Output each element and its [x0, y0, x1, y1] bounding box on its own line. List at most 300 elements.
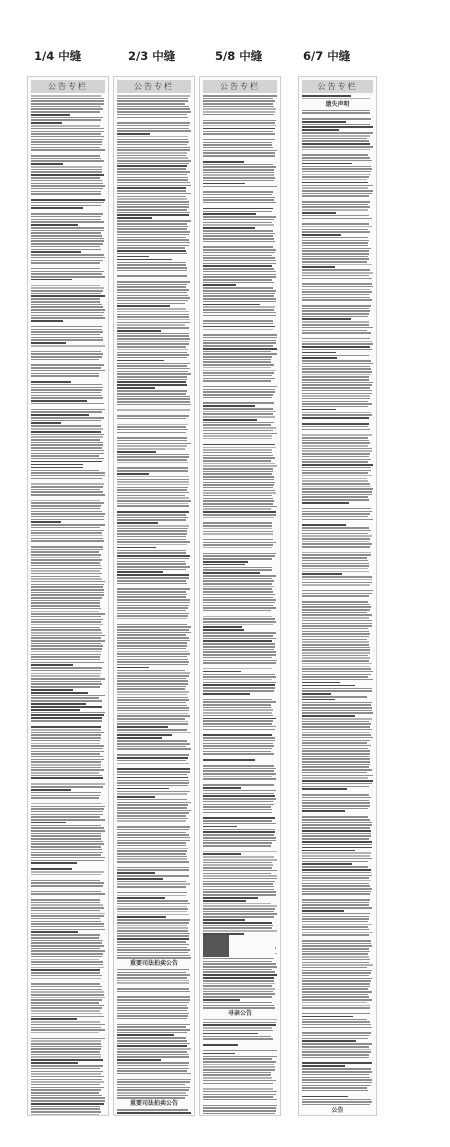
text-line — [31, 948, 100, 950]
column-header: 公告专栏 — [117, 80, 191, 93]
text-line — [203, 375, 272, 377]
text-line — [117, 451, 156, 453]
text-line — [31, 467, 83, 469]
text-line — [117, 379, 187, 381]
text-line — [203, 1069, 275, 1071]
text-line — [302, 478, 367, 480]
text-line — [31, 317, 105, 319]
text-line — [117, 256, 149, 258]
text-line — [117, 550, 186, 552]
text-line — [31, 502, 104, 504]
text-line — [31, 792, 101, 794]
text-line — [302, 772, 367, 774]
text-line — [302, 266, 335, 268]
text-line — [302, 671, 373, 673]
text-line — [117, 226, 188, 228]
text-line — [31, 732, 104, 734]
text-line — [117, 284, 187, 286]
text-line — [31, 819, 105, 821]
text-line — [31, 686, 100, 688]
text-line — [302, 209, 368, 211]
text-line — [117, 443, 191, 445]
text-line — [31, 442, 103, 444]
text-line — [31, 193, 101, 195]
text-line — [302, 869, 371, 871]
text-line — [302, 357, 337, 359]
text-line — [117, 487, 188, 489]
text-line — [302, 986, 370, 988]
text-line — [117, 972, 186, 974]
text-line — [203, 166, 276, 168]
text-line — [203, 98, 273, 100]
text-line — [203, 966, 277, 968]
text-line — [203, 222, 272, 224]
text-line — [117, 680, 188, 682]
text-line — [117, 957, 191, 959]
text-line — [117, 1081, 190, 1083]
text-line — [302, 623, 372, 625]
text-line — [302, 488, 373, 490]
text-line — [203, 676, 276, 678]
text-line — [31, 748, 103, 750]
text-line — [117, 179, 188, 181]
text-line — [31, 549, 103, 551]
text-line — [203, 607, 276, 609]
text-line — [203, 152, 275, 154]
text-line — [203, 980, 274, 982]
text-line — [31, 475, 105, 477]
text-line — [31, 439, 100, 441]
text-line — [117, 832, 186, 834]
text-line — [117, 338, 190, 340]
text-line — [302, 226, 372, 228]
text-line — [117, 479, 189, 481]
text-line — [203, 1002, 272, 1004]
text-line — [117, 897, 165, 899]
text-line — [203, 974, 277, 976]
text-line — [31, 578, 102, 580]
text-line — [31, 761, 101, 763]
text-line — [117, 242, 190, 244]
text-line — [302, 904, 369, 906]
text-line — [302, 445, 368, 447]
text-line — [31, 789, 71, 791]
text-line — [31, 1056, 101, 1058]
text-line — [117, 878, 163, 880]
text-line — [203, 95, 277, 97]
text-line — [31, 450, 104, 452]
text-line — [302, 827, 370, 829]
text-line — [302, 95, 351, 97]
text-line — [203, 1027, 272, 1029]
text-line — [31, 144, 102, 146]
text-line — [203, 602, 275, 604]
text-line — [117, 327, 189, 329]
text-line — [302, 1085, 371, 1087]
text-line — [302, 387, 370, 389]
text-line — [203, 905, 277, 907]
text-line — [31, 100, 104, 102]
text-line — [302, 590, 373, 592]
text-line — [302, 409, 336, 411]
text-line — [117, 190, 186, 192]
text-line — [31, 978, 101, 980]
text-line — [31, 202, 104, 204]
text-line — [302, 732, 370, 734]
text-line — [31, 767, 101, 769]
text-line — [203, 128, 275, 130]
ad-column-six-sevenths — [298, 76, 377, 1116]
text-line — [302, 324, 369, 326]
text-line — [31, 600, 100, 602]
text-line — [117, 774, 187, 776]
text-line — [203, 177, 275, 179]
text-line — [117, 500, 191, 502]
text-line — [203, 1050, 277, 1052]
text-line — [302, 948, 369, 950]
text-line — [31, 276, 105, 278]
text-line — [117, 867, 189, 869]
text-line — [302, 371, 372, 373]
text-line — [302, 283, 372, 285]
text-line — [117, 577, 189, 579]
text-line — [117, 1002, 189, 1004]
text-line — [203, 455, 273, 457]
text-line — [203, 765, 274, 767]
text-line — [203, 621, 276, 623]
text-line — [117, 459, 187, 461]
text-line — [302, 1016, 353, 1018]
text-line — [203, 246, 273, 248]
text-line — [302, 461, 368, 463]
text-line — [302, 519, 373, 521]
column-header: 公告专栏 — [31, 80, 105, 93]
text-line — [203, 1044, 238, 1046]
text-line — [117, 944, 189, 946]
text-line — [117, 820, 186, 822]
text-line — [302, 541, 369, 543]
text-line — [203, 460, 271, 462]
text-line — [302, 833, 371, 835]
text-line — [203, 1110, 276, 1112]
text-line — [203, 495, 272, 497]
text-line — [31, 381, 71, 383]
text-line — [203, 408, 273, 410]
text-line — [117, 212, 190, 214]
text-line — [117, 626, 191, 628]
text-line — [203, 320, 273, 322]
text-line — [31, 141, 102, 143]
text-line — [31, 106, 101, 108]
column-body — [200, 95, 280, 1116]
text-line — [302, 1013, 370, 1015]
text-line — [203, 194, 272, 196]
text-line — [31, 464, 83, 466]
text-line — [302, 926, 368, 928]
text-line — [203, 323, 273, 325]
text-line — [31, 290, 103, 292]
text-line — [302, 560, 368, 562]
text-line — [117, 613, 189, 615]
text-line — [203, 131, 273, 133]
text-line — [203, 900, 246, 902]
text-line — [117, 991, 190, 993]
text-line — [203, 263, 276, 265]
text-line — [31, 1108, 100, 1110]
text-line — [302, 240, 369, 242]
text-line — [31, 155, 100, 157]
text-line — [117, 1040, 187, 1042]
text-line — [31, 726, 101, 728]
text-line — [203, 632, 276, 634]
text-line — [31, 375, 99, 377]
text-line — [302, 121, 346, 123]
text-line — [203, 911, 274, 913]
text-line — [31, 893, 105, 895]
text-line — [203, 555, 275, 557]
text-line — [302, 557, 367, 559]
text-line — [117, 853, 186, 855]
text-line — [302, 794, 369, 796]
text-line — [117, 201, 189, 203]
text-line — [31, 697, 99, 699]
text-line — [302, 783, 372, 785]
text-line — [117, 541, 190, 543]
text-line — [31, 447, 102, 449]
text-line — [302, 480, 368, 482]
text-line — [117, 160, 191, 162]
text-line — [31, 174, 104, 176]
text-line — [302, 1104, 370, 1106]
text-line — [31, 312, 104, 314]
text-line — [31, 662, 104, 664]
text-line — [302, 668, 371, 670]
text-line — [117, 637, 189, 639]
text-line — [31, 1089, 101, 1091]
text-line — [31, 345, 105, 347]
text-line — [302, 830, 371, 832]
text-line — [31, 1029, 105, 1031]
text-line — [302, 486, 371, 488]
text-line — [203, 452, 272, 454]
text-line — [31, 648, 102, 650]
text-line — [117, 297, 190, 299]
text-line — [31, 775, 102, 777]
text-line — [203, 572, 260, 574]
text-line — [302, 258, 369, 260]
text-line — [31, 557, 100, 559]
text-line — [117, 881, 186, 883]
text-line — [203, 922, 272, 924]
text-line — [302, 360, 371, 362]
text-line — [31, 913, 105, 915]
text-line — [302, 1032, 371, 1034]
text-line — [302, 316, 368, 318]
text-line — [31, 268, 100, 270]
text-line — [302, 913, 370, 915]
text-line — [117, 740, 187, 742]
text-line — [203, 567, 272, 569]
text-line — [117, 404, 191, 406]
text-line — [203, 1036, 271, 1038]
text-line — [203, 919, 245, 921]
text-line — [31, 227, 104, 229]
text-line — [203, 837, 276, 839]
text-line — [302, 921, 368, 923]
text-line — [203, 208, 273, 210]
text-line — [203, 684, 275, 686]
text-line — [31, 745, 104, 747]
text-line — [117, 426, 186, 428]
text-line — [117, 497, 189, 499]
text-line — [302, 800, 369, 802]
text-line — [302, 1101, 372, 1103]
text-line — [117, 525, 189, 527]
text-line — [203, 139, 275, 141]
text-line — [117, 615, 188, 617]
text-line — [117, 354, 189, 356]
text-line — [117, 322, 190, 324]
text-line — [203, 624, 273, 626]
text-line — [31, 1048, 101, 1050]
text-line — [117, 952, 188, 954]
text-line — [302, 576, 372, 578]
text-line — [117, 1056, 189, 1058]
text-line — [203, 927, 272, 929]
text-line — [117, 743, 190, 745]
text-line — [117, 163, 189, 165]
text-line — [302, 511, 372, 513]
text-line — [203, 569, 272, 571]
text-line — [302, 318, 351, 320]
text-line — [117, 1097, 185, 1099]
text-line — [117, 955, 190, 957]
text-line — [203, 718, 276, 720]
text-line — [302, 625, 372, 627]
text-line — [31, 353, 103, 355]
text-line — [117, 157, 188, 159]
text-line — [31, 119, 101, 121]
text-line — [203, 734, 272, 736]
text-line — [302, 374, 371, 376]
text-line — [203, 463, 275, 465]
text-line — [117, 381, 186, 383]
text-line — [117, 368, 190, 370]
text-line — [31, 1046, 102, 1048]
text-line — [203, 108, 276, 110]
text-line — [203, 726, 276, 728]
text-line — [31, 827, 104, 829]
text-line — [302, 275, 369, 277]
text-line — [117, 574, 189, 576]
text-line — [302, 305, 371, 307]
text-line — [31, 320, 63, 322]
text-line — [302, 434, 372, 436]
text-line — [117, 239, 189, 241]
text-line — [302, 676, 368, 678]
text-line — [117, 796, 155, 798]
text-line — [302, 538, 370, 540]
text-line — [31, 729, 101, 731]
text-line — [31, 160, 104, 162]
text-line — [117, 707, 189, 709]
text-line — [302, 855, 370, 857]
text-line — [117, 777, 188, 779]
text-line — [117, 996, 190, 998]
text-line — [302, 1024, 371, 1026]
text-line — [117, 670, 185, 672]
text-line — [31, 871, 104, 873]
text-line — [31, 508, 100, 510]
text-line — [117, 580, 186, 582]
text-line — [302, 1027, 372, 1029]
text-line — [203, 709, 273, 711]
text-line — [31, 703, 86, 705]
text-line — [302, 750, 370, 752]
column-title-five-eighths: 5/8 中缝 — [215, 49, 263, 63]
text-line — [302, 143, 370, 145]
text-line — [203, 394, 273, 396]
text-line — [302, 693, 331, 695]
text-line — [31, 605, 100, 607]
text-line — [117, 147, 190, 149]
text-line — [302, 459, 371, 461]
text-line — [117, 454, 189, 456]
text-line — [31, 695, 105, 697]
text-line — [302, 491, 372, 493]
text-line — [31, 486, 103, 488]
text-line — [31, 1065, 103, 1067]
text-line — [117, 292, 187, 294]
text-line — [117, 95, 190, 97]
text-line — [117, 610, 186, 612]
text-line — [117, 746, 186, 748]
text-line — [31, 885, 103, 887]
text-line — [203, 413, 273, 415]
text-line — [31, 619, 103, 621]
text-line — [203, 411, 276, 413]
text-line — [117, 206, 189, 208]
text-line — [203, 191, 273, 193]
text-line — [117, 1062, 189, 1064]
text-line — [203, 831, 275, 833]
text-line — [31, 1043, 101, 1045]
text-line — [203, 106, 274, 108]
text-line — [302, 604, 370, 606]
portrait-photo — [203, 935, 229, 957]
text-line — [203, 447, 276, 449]
text-line — [302, 154, 368, 156]
text-line — [203, 500, 274, 502]
text-line — [117, 829, 189, 831]
text-line — [302, 1068, 371, 1070]
text-line — [302, 609, 370, 611]
text-line — [203, 150, 277, 152]
text-line — [203, 862, 272, 864]
text-line — [31, 811, 103, 813]
text-line — [302, 877, 369, 879]
text-line — [117, 371, 188, 373]
text-line — [117, 1043, 190, 1045]
text-line — [203, 1080, 276, 1082]
text-line — [302, 893, 370, 895]
text-line — [117, 503, 188, 505]
text-line — [117, 539, 186, 541]
text-line — [31, 117, 103, 119]
text-line — [302, 1057, 369, 1059]
text-line — [302, 764, 370, 766]
text-line — [302, 160, 372, 162]
